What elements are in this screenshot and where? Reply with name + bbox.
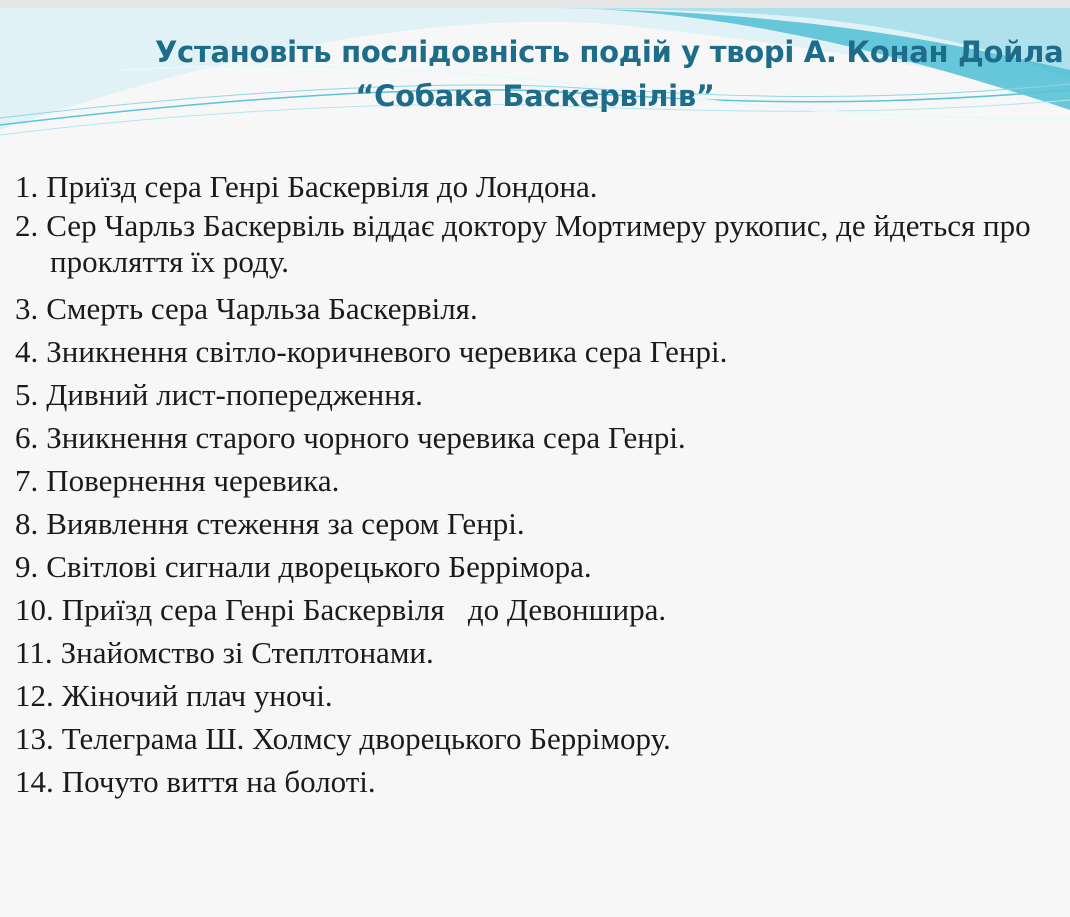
item-text: Світлові сигнали дворецького Беррімора. <box>46 549 592 584</box>
item-number: 14. <box>15 764 54 799</box>
item-number: 8. <box>15 506 39 541</box>
event-list <box>15 165 1065 803</box>
list-item <box>15 760 1065 803</box>
item-text: Почуто виття на болоті. <box>61 764 376 799</box>
item-text: Зникнення світло-коричневого черевика сера Генрі. <box>46 334 728 369</box>
list-item <box>15 165 1065 208</box>
list-item <box>15 545 1065 588</box>
list-item <box>15 416 1065 459</box>
item-text: Виявлення стеження за сером Генрі. <box>46 506 525 541</box>
item-number: 9. <box>15 549 39 584</box>
item-number: 12. <box>15 678 54 713</box>
list-item <box>15 287 1065 330</box>
slide-title <box>0 30 1070 118</box>
item-number: 13. <box>15 721 54 756</box>
item-number: 4. <box>15 334 39 369</box>
item-number: 11. <box>15 635 53 670</box>
item-text: Телеграма Ш. Холмсу дворецького Беррімору. <box>61 721 671 756</box>
item-text: Зникнення старого чорного черевика сера Генрі. <box>46 420 686 455</box>
item-number: 3. <box>15 291 39 326</box>
item-number: 1. <box>15 169 39 204</box>
item-text: Сер Чарльз Баскервіль віддає доктору Мортимеру рукопис, де йдеться про прокляття їх роду. <box>46 208 1031 279</box>
list-item <box>15 588 1065 631</box>
list-item <box>15 459 1065 502</box>
item-text: Знайомство зі Степлтонами. <box>60 635 434 670</box>
item-text: Смерть сера Чарльза Баскервіля. <box>46 291 478 326</box>
title-line-1: Установіть послідовність подій у творі А. Конан Дойла <box>155 35 1064 69</box>
list-item <box>15 674 1065 717</box>
title-line-2: “Собака Баскервілів” <box>355 79 715 113</box>
item-text: Дивний лист-попередження. <box>46 377 423 412</box>
item-text: Приїзд сера Генрі Баскервіля до Девоншира. <box>61 592 667 627</box>
item-text: Приїзд сера Генрі Баскервіля до Лондона. <box>46 169 598 204</box>
list-item <box>15 502 1065 545</box>
item-text: Повернення черевика. <box>46 463 340 498</box>
item-number: 10. <box>15 592 54 627</box>
item-number: 6. <box>15 420 39 455</box>
list-item <box>15 631 1065 674</box>
list-item <box>15 717 1065 760</box>
list-item <box>15 208 1065 280</box>
item-number: 7. <box>15 463 39 498</box>
item-text: Жіночий плач уночі. <box>61 678 333 713</box>
list-item <box>15 330 1065 373</box>
item-number: 5. <box>15 377 39 412</box>
item-number: 2. <box>15 208 39 243</box>
list-item <box>15 373 1065 416</box>
